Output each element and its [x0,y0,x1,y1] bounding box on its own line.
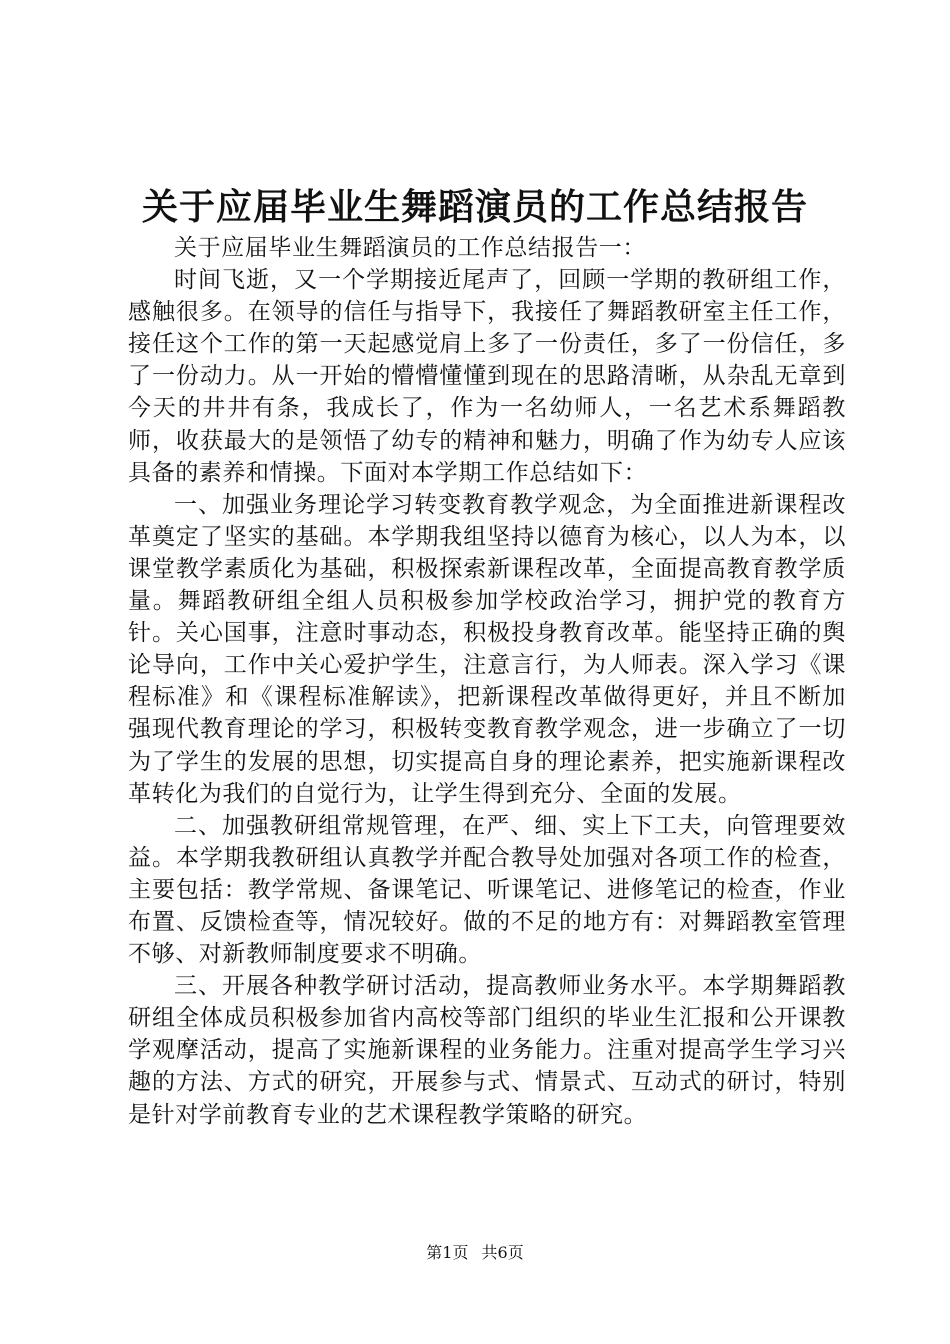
document-title: 关于应届毕业生舞蹈演员的工作总结报告 [141,186,808,228]
paragraph-report-heading: 关于应届毕业生舞蹈演员的工作总结报告一： [174,235,646,261]
page-footer [0,1242,950,1264]
paragraph-section-one: 一、加强业务理论学习转变教育教学观念，为全面推进新课程改革奠定了坚实的基础。本学期我组坚持以德育为核心，以人为本，以课堂教学素质化为基础，积极探索新课程改革，全面提高教育教学质量。舞蹈教研组全组人员积极参加学校政治学习，拥护党的教育方针。关心国事，注意时事动态，积极投身教育改革。能坚持正确的舆论导向，工作中关心爱护学生，注意言行，为人师表。深入学习《课程标准》和《课程标准解读》，把新课程改革做得更好，并且不断加强现代教育理论的学习，积极转变教育教学观念，进一步确立了一切为了学生的发展的思想，切实提高自身的理论素养，把实施新课程改革转化为我们的自觉行为，让学生得到充分、全面的发展。 [128,491,846,807]
page-number-current: 第1页 [426,1243,469,1262]
paragraph-introduction: 时间飞逝，又一个学期接近尾声了，回顾一学期的教研组工作，感触很多。在领导的信任与指导下，我接任了舞蹈教研室主任工作，接任这个工作的第一天起感觉肩上多了一份责任，多了一份信任，多了一份动力。从一开始的懵懵懂懂到现在的思路清晰，从杂乱无章到今天的井井有条，我成长了，作为一名幼师人，一名艺术系舞蹈教师，收获最大的是领悟了幼专的精神和魅力，明确了作为幼专人应该具备的素养和情操。下面对本学期工作总结如下： [128,267,846,486]
page-number-total: 共6页 [481,1243,524,1262]
paragraph-section-two: 二、加强教研组常规管理，在严、细、实上下工夫，向管理要效益。本学期我教研组认真教学并配合教导处加强对各项工作的检查，主要包括：教学常规、备课笔记、听课笔记、进修笔记的检查，作业布置、反馈检查等，情况较好。做的不足的地方有：对舞蹈教室管理不够、对新教师制度要求不明确。 [128,812,846,968]
document-body [128,232,846,1131]
paragraph-section-three: 三、开展各种教学研讨活动，提高教师业务水平。本学期舞蹈教研组全体成员积极参加省内高校等部门组织的毕业生汇报和公开课教学观摩活动，提高了实施新课程的业务能力。注重对提高学生学习兴趣的方法、方式的研究，开展参与式、情景式、互动式的研讨，特别是针对学前教育专业的艺术课程教学策略的研究。 [128,973,846,1128]
